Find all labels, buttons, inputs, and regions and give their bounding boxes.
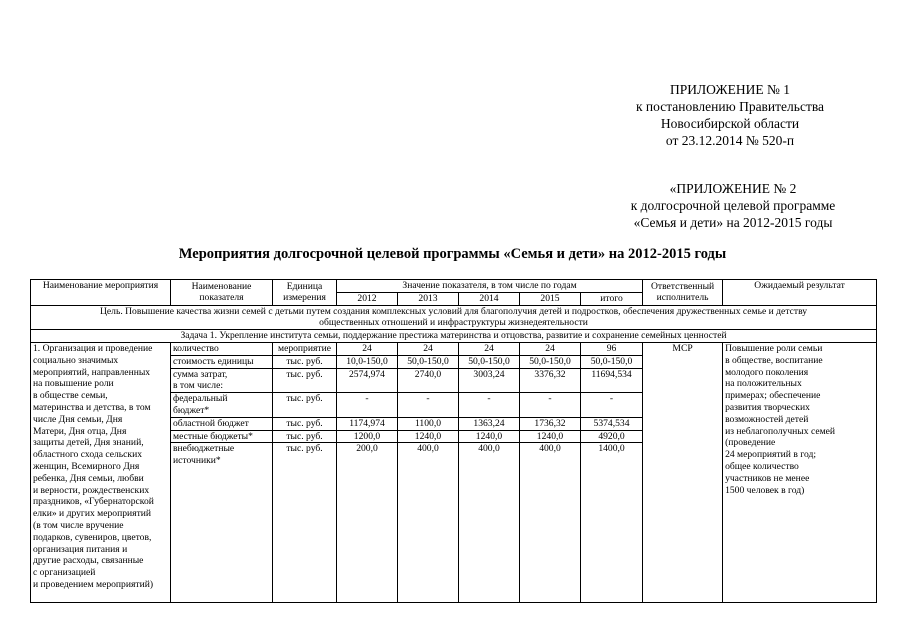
value-2013-cell: 400,0	[398, 443, 459, 603]
value-2013-cell: 50,0-150,0	[398, 355, 459, 368]
unit-cell: тыс. руб.	[273, 417, 337, 430]
unit-cell: тыс. руб.	[273, 430, 337, 443]
appendix-2-header	[588, 180, 878, 231]
appendix-1-line: к постановлению Правительства	[635, 99, 825, 114]
indicator-cell: количество	[171, 342, 273, 355]
indicator-cell: внебюджетные источники*	[171, 443, 273, 603]
value-2015-cell: 400,0	[520, 443, 581, 603]
value-2014-cell: 1363,24	[459, 417, 520, 430]
task-row	[31, 330, 877, 343]
header-year-2012: 2012	[337, 292, 398, 305]
header-year-2013: 2013	[398, 292, 459, 305]
value-total-cell: 4920,0	[581, 430, 643, 443]
goal-cell: Цель. Повышение качества жизни семей с детьми путем создания комплексных условий для благополучия детей и подростков, обеспечения дружественных семье и детству общественных отношений и инфраструктуры жизнедеятельности	[31, 305, 877, 330]
value-2015-cell: 24	[520, 342, 581, 355]
value-total-cell: -	[581, 393, 643, 418]
appendix-2-line: «Семья и дети» на 2012-2015 годы	[633, 215, 833, 230]
indicator-cell: федеральный бюджет*	[171, 393, 273, 418]
task-cell: Задача 1. Укрепление института семьи, поддержание престижа материнства и отцовства, развитие и сохранение семейных ценностей	[31, 330, 877, 343]
value-total-cell: 5374,534	[581, 417, 643, 430]
event-description-cell: 1. Организация и проведение социально значимых мероприятий, направленных на повышение роли в обществе семьи, материнства и детства, в том числе Дня семьи, Дня Матери, Дня отца, Дня защиты детей, Дня знаний, областного схода сельских женщин, Всемирного Дня ребенка, Дня семьи, любви и верности, рождественских праздников, «Губернаторской елки» и других мероприятий (в том числе вручение подарков, сувениров, цветов, организация питания и другие расходы, связанные с организацией и проведением мероприятий)	[31, 342, 171, 602]
value-2013-cell: 24	[398, 342, 459, 355]
value-2013-cell: 1100,0	[398, 417, 459, 430]
indicator-cell: стоимость единицы	[171, 355, 273, 368]
value-2012-cell: 1174,974	[337, 417, 398, 430]
value-2012-cell: 24	[337, 342, 398, 355]
header-result: Ожидаемый результат	[723, 280, 877, 306]
header-indicator-name: Наименование показателя	[171, 280, 273, 306]
appendix-2-line: к долгосрочной целевой программе	[630, 198, 836, 213]
document-title: Мероприятия долгосрочной целевой программы «Семья и дети» на 2012-2015 годы	[178, 246, 727, 262]
value-2012-cell: 1200,0	[337, 430, 398, 443]
value-2014-cell: 3003,24	[459, 368, 520, 393]
header-total: итого	[581, 292, 643, 305]
events-table	[30, 279, 877, 603]
value-2014-cell: 1240,0	[459, 430, 520, 443]
value-2015-cell: 50,0-150,0	[520, 355, 581, 368]
value-2013-cell: -	[398, 393, 459, 418]
goal-row	[31, 305, 877, 330]
expected-result-cell: Повышение роли семьи в обществе, воспитание молодого поколения на положительных примерах; обеспечение развития творческих возможностей детей из неблагополучных семей (проведение 24 мероприятий в год; общее количество участников не менее 1500 человек в год)	[723, 342, 877, 602]
header-event-name: Наименование мероприятия	[31, 280, 171, 306]
value-2012-cell: 2574,974	[337, 368, 398, 393]
unit-cell: тыс. руб.	[273, 355, 337, 368]
header-year-2015: 2015	[520, 292, 581, 305]
indicator-cell: областной бюджет	[171, 417, 273, 430]
header-unit: Единица измерения	[273, 280, 337, 306]
appendix-1-header	[600, 81, 860, 149]
indicator-cell: местные бюджеты*	[171, 430, 273, 443]
indicator-cell: сумма затрат, в том числе:	[171, 368, 273, 393]
value-total-cell: 1400,0	[581, 443, 643, 603]
appendix-1-line: Новосибирской области	[660, 116, 800, 131]
header-row-1	[31, 280, 877, 293]
value-2015-cell: 1240,0	[520, 430, 581, 443]
table-row	[31, 342, 877, 355]
value-2015-cell: 3376,32	[520, 368, 581, 393]
header-value-group: Значение показателя, в том числе по годам	[337, 280, 643, 293]
value-2014-cell: 50,0-150,0	[459, 355, 520, 368]
value-2012-cell: -	[337, 393, 398, 418]
value-2013-cell: 2740,0	[398, 368, 459, 393]
value-2014-cell: -	[459, 393, 520, 418]
value-2015-cell: 1736,32	[520, 417, 581, 430]
value-2014-cell: 24	[459, 342, 520, 355]
unit-cell: тыс. руб.	[273, 443, 337, 603]
value-2014-cell: 400,0	[459, 443, 520, 603]
value-2015-cell: -	[520, 393, 581, 418]
unit-cell: мероприятие	[273, 342, 337, 355]
appendix-1-line: ПРИЛОЖЕНИЕ № 1	[669, 82, 791, 97]
executor-cell: МСР	[643, 342, 723, 602]
value-total-cell: 11694,534	[581, 368, 643, 393]
value-2012-cell: 10,0-150,0	[337, 355, 398, 368]
value-total-cell: 96	[581, 342, 643, 355]
unit-cell: тыс. руб.	[273, 368, 337, 393]
value-2012-cell: 200,0	[337, 443, 398, 603]
value-2013-cell: 1240,0	[398, 430, 459, 443]
header-year-2014: 2014	[459, 292, 520, 305]
value-total-cell: 50,0-150,0	[581, 355, 643, 368]
header-executor: Ответственный исполнитель	[643, 280, 723, 306]
appendix-1-line: от 23.12.2014 № 520-п	[665, 133, 795, 148]
appendix-2-line: «ПРИЛОЖЕНИЕ № 2	[669, 181, 797, 196]
unit-cell: тыс. руб.	[273, 393, 337, 418]
